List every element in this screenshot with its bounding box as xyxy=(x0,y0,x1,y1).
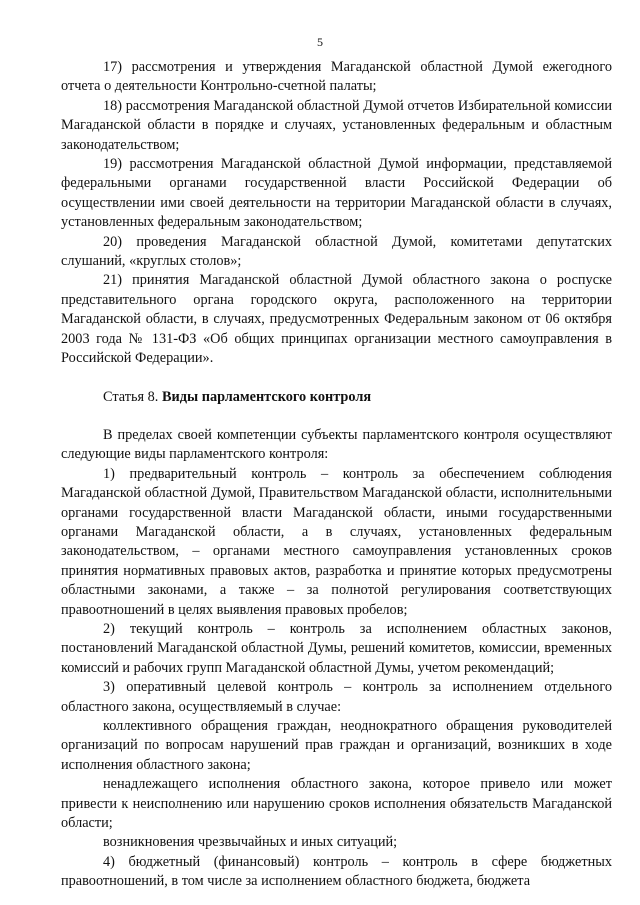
paragraph-case-3: возникновения чрезвычайных и иных ситуаций; xyxy=(103,834,398,851)
paragraph-item-21: 21) принятия Магаданской областной Думой областного закона о роспуске представительного органа городского округа, расположенного на территории Магаданской области, в случаях, предусмотренных Федеральным законом от 06 октября 2003 года № 131-ФЗ «Об общих принципах организации местного самоуправления в Российской Федерации». xyxy=(61,272,612,367)
document-body xyxy=(61,58,612,892)
paragraph-intro: В пределах своей компетенции субъекты парламентского контроля осуществляют следующие виды парламентского контроля: xyxy=(61,426,612,463)
paragraph-case-1: коллективного обращения граждан, неоднократного обращения руководителей организаций по вопросам нарушений прав граждан и организаций, возникших в ходе исполнения областного закона; xyxy=(61,718,612,773)
paragraph-item-18: 18) рассмотрения Магаданской областной Думой отчетов Избирательной комиссии Магаданской области в порядке и случаях, установленных федеральным и областным законодательством; xyxy=(61,97,612,153)
paragraph-control-4: 4) бюджетный (финансовый) контроль – контроль в сфере бюджетных правоотношений, в том числе за исполнением областного бюджета, бюджета xyxy=(61,853,612,890)
paragraph-control-1: 1) предварительный контроль – контроль за обеспечением соблюдения Магаданской областной Думой, Правительством Магаданской области, исполнительными органами государственной власти Магаданской области, иными государственными органами Магаданской области, а в случаях, установленных федеральным законодательством, – органами местного самоуправления установленных сроков принятия нормативных правовых актов, разработка и принятие которых предусмотрены областными законами, а также – за полнотой регулирования соответствующих правоотношений в целях выявления правовых пробелов; xyxy=(61,465,612,618)
paragraph-item-19: 19) рассмотрения Магаданской областной Думой информации, представляемой федеральными органами государственной власти Российской Федерации об осуществлении ими своей деятельности на территории Магаданской области в случаях, установленных федеральным законодательством; xyxy=(61,156,612,231)
paragraph-control-3: 3) оперативный целевой контроль – контроль за исполнением отдельного областного закона, осуществляемый в случае: xyxy=(61,679,612,715)
paragraph-control-2: 2) текущий контроль – контроль за исполнением областных законов, постановлений Магаданской областной Думы, решений комитетов, комиссии, временных комиссий и рабочих групп Магаданской областной Думы, учетом рекомендаций; xyxy=(61,620,612,676)
article-number: Статья 8. xyxy=(103,388,159,405)
article-heading xyxy=(61,388,612,407)
paragraph-item-17: 17) рассмотрения и утверждения Магаданской областной Думой ежегодного отчета о деятельности Контрольно-счетной палаты; xyxy=(61,59,612,95)
paragraph-item-20: 20) проведения Магаданской областной Думой, комитетами депутатских слушаний, «круглых столов»; xyxy=(61,233,612,270)
page-number: 5 xyxy=(317,35,323,49)
paragraph-case-2: ненадлежащего исполнения областного закона, которое привело или может привести к неисполнению или нарушению сроков исполнения обязательств Магаданской области; xyxy=(61,776,612,832)
article-title: Виды парламентского контроля xyxy=(161,388,372,405)
